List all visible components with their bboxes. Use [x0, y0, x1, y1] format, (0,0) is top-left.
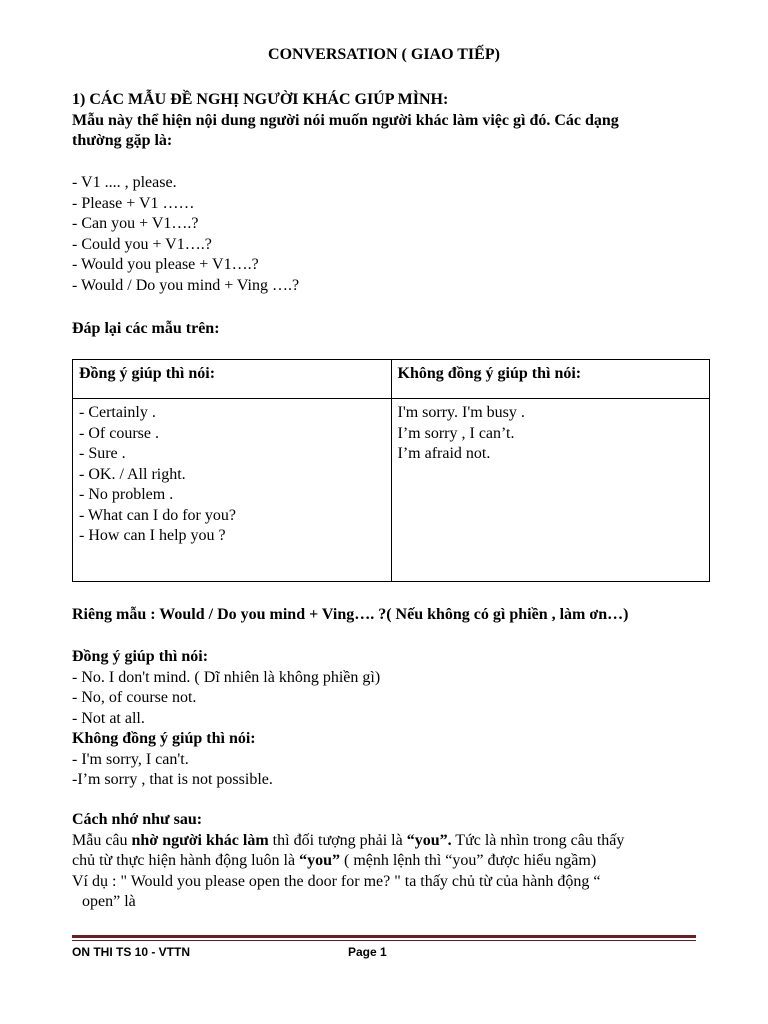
pattern-item: - Please + V1 …… — [72, 194, 195, 212]
pattern-item: - Could you + V1….? — [72, 235, 212, 253]
list-item: I’m sorry , I can’t. — [397, 424, 515, 442]
list-item: - No. I don't mind. ( Dĩ nhiên là không phiền gì) — [72, 668, 381, 686]
response-table — [72, 359, 710, 582]
remember-text-bold: nhờ người khác làm — [131, 831, 269, 849]
list-item: - Certainly . — [79, 404, 156, 421]
mind-agree-heading: Đồng ý giúp thì nói: — [72, 648, 209, 665]
table-header-row — [73, 360, 710, 399]
list-item: - OK. / All right. — [79, 465, 186, 483]
agree-cell — [73, 399, 392, 582]
page-title: CONVERSATION ( GIAO TIẾP) — [268, 46, 500, 63]
list-item: - How can I help you ? — [79, 527, 226, 544]
footer-rule-thin — [72, 940, 696, 941]
section-1-intro-line-2: thường gặp là: — [72, 132, 173, 149]
header-refuse: Không đồng ý giúp thì nói: — [391, 360, 710, 399]
list-item: - Of course . — [79, 424, 159, 442]
remember-text: chủ từ thực hiện hành động luôn là — [72, 852, 300, 869]
pattern-list — [72, 173, 712, 296]
list-item: -I’m sorry , that is not possible. — [72, 771, 273, 788]
list-item: - I'm sorry, I can't. — [72, 750, 189, 768]
page-number: Page 1 — [348, 945, 387, 959]
list-item: - No, of course not. — [72, 689, 197, 706]
remember-text-bold: “you”. — [406, 831, 452, 849]
remember-line-3: Ví dụ : " Would you please open the door for me? " ta thấy chủ từ của hành động “ — [72, 872, 601, 890]
pattern-item: - Would / Do you mind + Ving ….? — [72, 276, 300, 294]
list-item: - What can I do for you? — [79, 506, 236, 524]
list-item: I’m afraid not. — [397, 445, 491, 462]
remember-line-2 — [72, 851, 712, 872]
list-item: - No problem . — [79, 486, 174, 503]
table-row — [73, 399, 710, 582]
list-item: - Sure . — [79, 445, 126, 462]
section-1-intro-line-1: Mẫu này thể hiện nội dung người nói muốn người khác làm việc gì đó. Các dạng — [72, 111, 619, 129]
mind-section — [72, 647, 712, 791]
footer-rule — [72, 935, 696, 938]
list-item: I'm sorry. I'm busy . — [397, 404, 525, 421]
refuse-cell — [391, 399, 710, 582]
remember-section — [72, 810, 712, 913]
remember-text: Tức là nhìn trong câu thấy — [451, 831, 625, 849]
pattern-item: - V1 .... , please. — [72, 174, 177, 191]
section-1-heading: 1) CÁC MẪU ĐỀ NGHỊ NGƯỜI KHÁC GIÚP MÌNH: — [72, 91, 449, 108]
mind-refuse-heading: Không đồng ý giúp thì nói: — [72, 730, 256, 747]
remember-line-1 — [72, 831, 712, 852]
remember-heading: Cách nhớ như sau: — [72, 811, 203, 828]
remember-text: thì đối tượng phải là — [268, 831, 407, 849]
pattern-item: - Can you + V1….? — [72, 215, 199, 232]
remember-text-bold: “you” — [299, 852, 340, 869]
remember-text: ( mệnh lệnh thì “you” được hiểu ngầm) — [339, 852, 597, 869]
section-1 — [72, 90, 712, 152]
mind-heading: Riêng mẫu : Would / Do you mind + Ving…. ?( Nếu không có gì phiền , làm ơn…) — [72, 606, 629, 623]
pattern-item: - Would you please + V1….? — [72, 256, 259, 273]
footer-left-text: ON THI TS 10 - VTTN — [72, 945, 191, 959]
reply-heading: Đáp lại các mẫu trên: — [72, 320, 220, 337]
remember-text: Mẫu câu — [72, 831, 132, 849]
list-item: - Not at all. — [72, 709, 145, 727]
remember-line-4: open” là — [82, 893, 136, 910]
header-agree: Đồng ý giúp thì nói: — [73, 360, 392, 399]
